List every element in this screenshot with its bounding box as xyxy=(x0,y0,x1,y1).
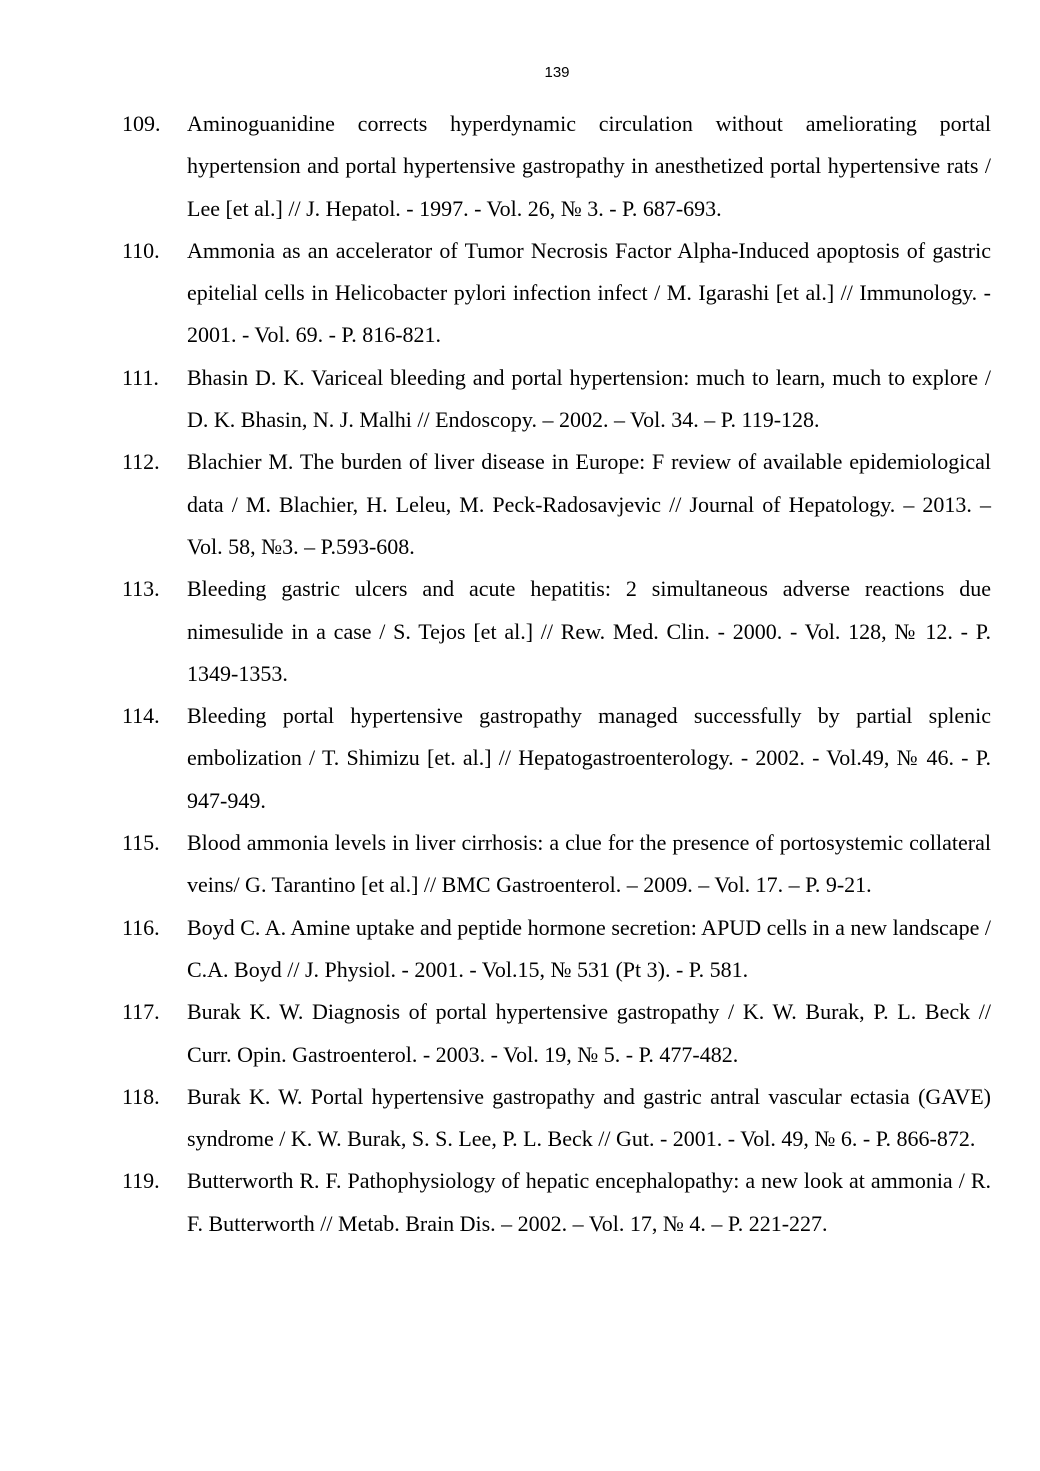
reference-item xyxy=(0,907,1040,992)
reference-text: Aminoguanidine corrects hyperdynamic circulation without ameliorating portal hypertension and portal hypertensive gastropathy in anesthetized portal hypertensive rats / Lee [et al.] // J. Hepatol. - 1997. - Vol. 26, № 3. - P. 687-693. xyxy=(187,111,991,221)
reference-item xyxy=(0,1076,1040,1161)
reference-text: Burak K. W. Diagnosis of portal hypertensive gastropathy / K. W. Burak, P. L. Beck // Curr. Opin. Gastroenterol. - 2003. - Vol. 19, № 5. - P. 477-482. xyxy=(187,999,991,1067)
reference-item xyxy=(0,1160,1040,1245)
reference-number: 119. xyxy=(122,1168,160,1194)
reference-item xyxy=(0,230,1040,357)
reference-text: Butterworth R. F. Pathophysiology of hepatic encephalopathy: a new look at ammonia / R. F. Butterworth // Metab. Brain Dis. – 2002. – Vol. 17, № 4. – P. 221-227. xyxy=(187,1168,991,1236)
reference-text: Boyd C. A. Amine uptake and peptide hormone secretion: APUD cells in a new landscape / C.A. Boyd // J. Physiol. - 2001. - Vol.15, № 531 (Pt 3). - P. 581. xyxy=(187,914,991,982)
reference-item xyxy=(0,441,1040,568)
reference-number: 110. xyxy=(122,237,160,263)
reference-number: 113. xyxy=(122,576,160,602)
reference-number: 115. xyxy=(122,830,160,856)
reference-number: 117. xyxy=(122,999,160,1025)
reference-text: Burak K. W. Portal hypertensive gastropathy and gastric antral vascular ectasia (GAVE) syndrome / K. W. Burak, S. S. Lee, P. L. Beck // Gut. - 2001. - Vol. 49, № 6. - P. 866-872. xyxy=(187,1083,991,1152)
reference-item xyxy=(0,103,1040,230)
reference-text: Blachier M. The burden of liver disease in Europe: F review of available epidemiological data / M. Blachier, H. Leleu, M. Peck-Radosavjevic // Journal of Hepatology. – 2013. – Vol. 58, №3. – P.593-608. xyxy=(187,449,991,559)
reference-number: 114. xyxy=(122,703,160,729)
reference-text: Bleeding portal hypertensive gastropathy managed successfully by partial splenic embolization / T. Shimizu [et. al.] // Hepatogastroenterology. - 2002. - Vol.49, № 46. - P. 947-949. xyxy=(187,703,991,813)
reference-text: Ammonia as an accelerator of Tumor Necrosis Factor Alpha-Induced apoptosis of gastric epitelial cells in Helicobacter pylori infection infect / M. Igarashi [et al.] // Immunology. - 2001. - Vol. 69. - P. 816-821. xyxy=(187,237,991,348)
reference-number: 118. xyxy=(122,1083,160,1109)
reference-item xyxy=(0,568,1040,695)
reference-number: 112. xyxy=(122,449,160,475)
reference-text: Bleeding gastric ulcers and acute hepatitis: 2 simultaneous adverse reactions due nimesulide in a case / S. Tejos [et al.] // Rew. Med. Clin. - 2000. - Vol. 128, № 12. - P. 1349-1353. xyxy=(187,576,991,686)
reference-text: Blood ammonia levels in liver cirrhosis: a clue for the presence of portosystemic collateral veins/ G. Tarantino [et al.] // BMC Gastroenterol. – 2009. – Vol. 17. – P. 9-21. xyxy=(187,830,991,898)
reference-item xyxy=(0,822,1040,907)
reference-item xyxy=(0,357,1040,442)
reference-item xyxy=(0,695,1040,822)
reference-number: 116. xyxy=(122,914,160,940)
reference-item xyxy=(0,991,1040,1076)
page-number: 139 xyxy=(544,64,570,81)
reference-list xyxy=(0,103,1040,1245)
reference-number: 109. xyxy=(122,111,161,136)
reference-number: 111. xyxy=(122,364,159,390)
reference-text: Bhasin D. K. Variceal bleeding and portal hypertension: much to learn, much to explore / D. K. Bhasin, N. J. Malhi // Endoscopy. – 2002. – Vol. 34. – P. 119-128. xyxy=(187,364,991,433)
